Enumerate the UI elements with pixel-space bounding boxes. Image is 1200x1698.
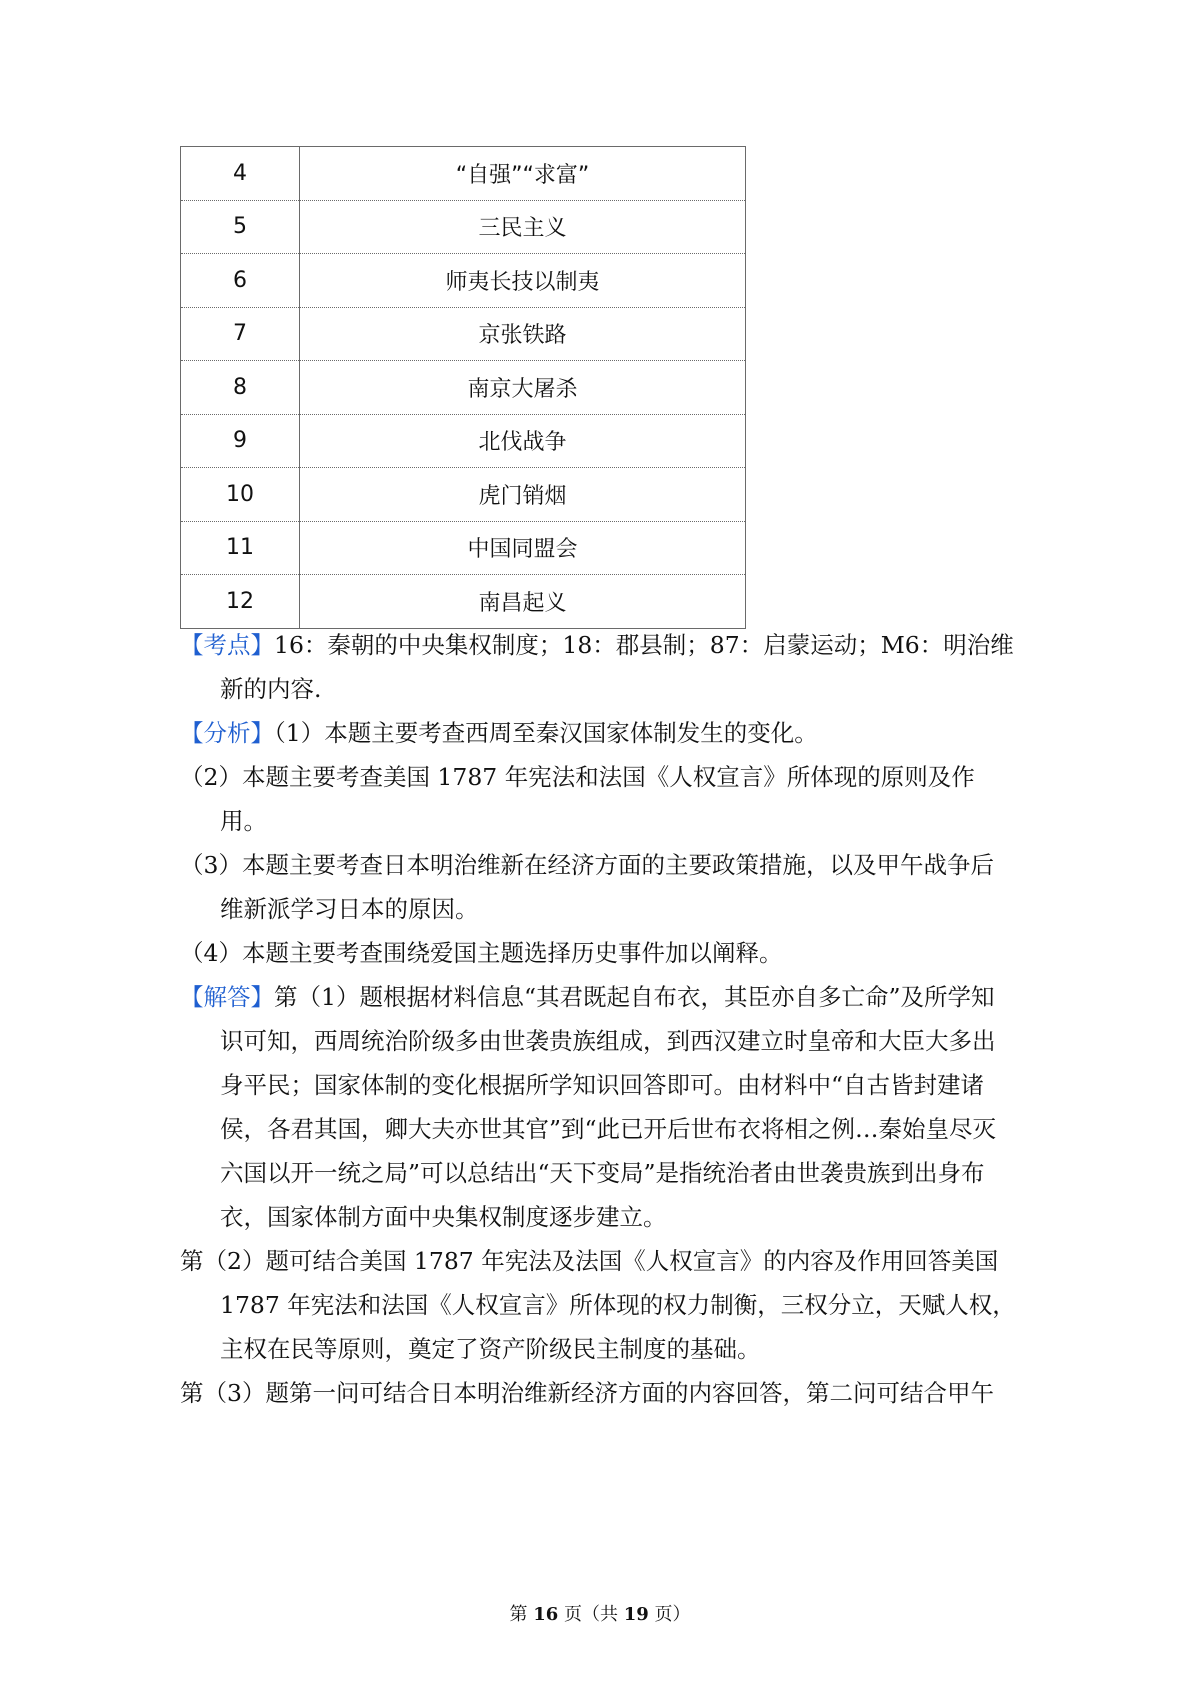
kaodian-tag: 【考点】 bbox=[180, 631, 274, 659]
footer-suffix: 页） bbox=[648, 1604, 691, 1625]
page-footer bbox=[0, 1600, 1200, 1626]
row-event: “自强”“求富” bbox=[300, 147, 746, 201]
footer-total-pages: 19 bbox=[623, 1604, 649, 1625]
row-event: 京张铁路 bbox=[300, 307, 746, 361]
jieda-line4: 侯，各君其国，卿大夫亦世其官”到“此已开后世布衣将相之例…秦始皇尽灭 bbox=[220, 1115, 997, 1143]
row-event: 北伐战争 bbox=[300, 414, 746, 468]
row-number: 11 bbox=[181, 521, 300, 575]
kaodian-line1 bbox=[180, 622, 1030, 668]
table-row bbox=[181, 254, 746, 308]
fenxi-p2-line2: 用。 bbox=[220, 807, 267, 835]
row-event: 师夷长技以制夷 bbox=[300, 254, 746, 308]
jieda-q2-line3: 主权在民等原则，奠定了资产阶级民主制度的基础。 bbox=[220, 1335, 761, 1363]
table-row bbox=[181, 575, 746, 629]
row-number: 4 bbox=[181, 147, 300, 201]
table-row bbox=[181, 521, 746, 575]
row-event: 南京大屠杀 bbox=[300, 361, 746, 415]
table-row bbox=[181, 414, 746, 468]
event-table bbox=[180, 146, 746, 629]
row-event: 虎门销烟 bbox=[300, 468, 746, 522]
fenxi-p2-line1: （2）本题主要考查美国 1787 年宪法和法国《人权宣言》所体现的原则及作 bbox=[180, 763, 975, 791]
jieda-q2-line2: 1787 年宪法和法国《人权宣言》所体现的权力制衡，三权分立，天赋人权， bbox=[220, 1291, 1016, 1319]
table-row bbox=[181, 468, 746, 522]
jieda-tag: 【解答】 bbox=[180, 983, 274, 1011]
table-row bbox=[181, 307, 746, 361]
row-event: 中国同盟会 bbox=[300, 521, 746, 575]
row-number: 10 bbox=[181, 468, 300, 522]
jieda-line1 bbox=[180, 974, 1030, 1020]
row-number: 5 bbox=[181, 200, 300, 254]
row-number: 6 bbox=[181, 254, 300, 308]
row-number: 12 bbox=[181, 575, 300, 629]
row-number: 8 bbox=[181, 361, 300, 415]
fenxi-p4-line1: （4）本题主要考查围绕爱国主题选择历史事件加以阐释。 bbox=[180, 939, 783, 967]
jieda-line6: 衣，国家体制方面中央集权制度逐步建立。 bbox=[220, 1203, 667, 1231]
kaodian-line2: 新的内容. bbox=[220, 675, 322, 703]
footer-page-number: 16 bbox=[533, 1604, 559, 1625]
row-number: 9 bbox=[181, 414, 300, 468]
table-row bbox=[181, 147, 746, 201]
footer-prefix: 第 bbox=[509, 1604, 534, 1625]
fenxi-p3-line2: 维新派学习日本的原因。 bbox=[220, 895, 479, 923]
fenxi-text: （1）本题主要考查西周至秦汉国家体制发生的变化。 bbox=[274, 719, 818, 747]
jieda-line3: 身平民；国家体制的变化根据所学知识回答即可。由材料中“自古皆封建诸 bbox=[220, 1071, 985, 1099]
row-number: 7 bbox=[181, 307, 300, 361]
kaodian-text: 16：秦朝的中央集权制度；18：郡县制；87：启蒙运动；M6：明治维 bbox=[274, 631, 1014, 659]
jieda-text: 第（1）题根据材料信息“其君既起自布衣，其臣亦自多亡命”及所学知 bbox=[274, 983, 995, 1011]
jieda-line5: 六国以开一统之局”可以总结出“天下变局”是指统治者由世袭贵族到出身布 bbox=[220, 1159, 985, 1187]
fenxi-line1 bbox=[180, 710, 1030, 756]
jieda-q2-line1: 第（2）题可结合美国 1787 年宪法及法国《人权宣言》的内容及作用回答美国 bbox=[180, 1247, 999, 1275]
jieda-q3-line1: 第（3）题第一问可结合日本明治维新经济方面的内容回答，第二问可结合甲午 bbox=[180, 1379, 994, 1407]
table-row bbox=[181, 200, 746, 254]
table-row bbox=[181, 361, 746, 415]
jieda-line2: 识可知，西周统治阶级多由世袭贵族组成，到西汉建立时皇帝和大臣大多出 bbox=[220, 1027, 996, 1055]
fenxi-p3-line1: （3）本题主要考查日本明治维新在经济方面的主要政策措施，以及甲午战争后 bbox=[180, 851, 994, 879]
fenxi-tag: 【分析】 bbox=[180, 719, 274, 747]
row-event: 三民主义 bbox=[300, 200, 746, 254]
row-event: 南昌起义 bbox=[300, 575, 746, 629]
footer-middle: 页（共 bbox=[558, 1604, 624, 1625]
